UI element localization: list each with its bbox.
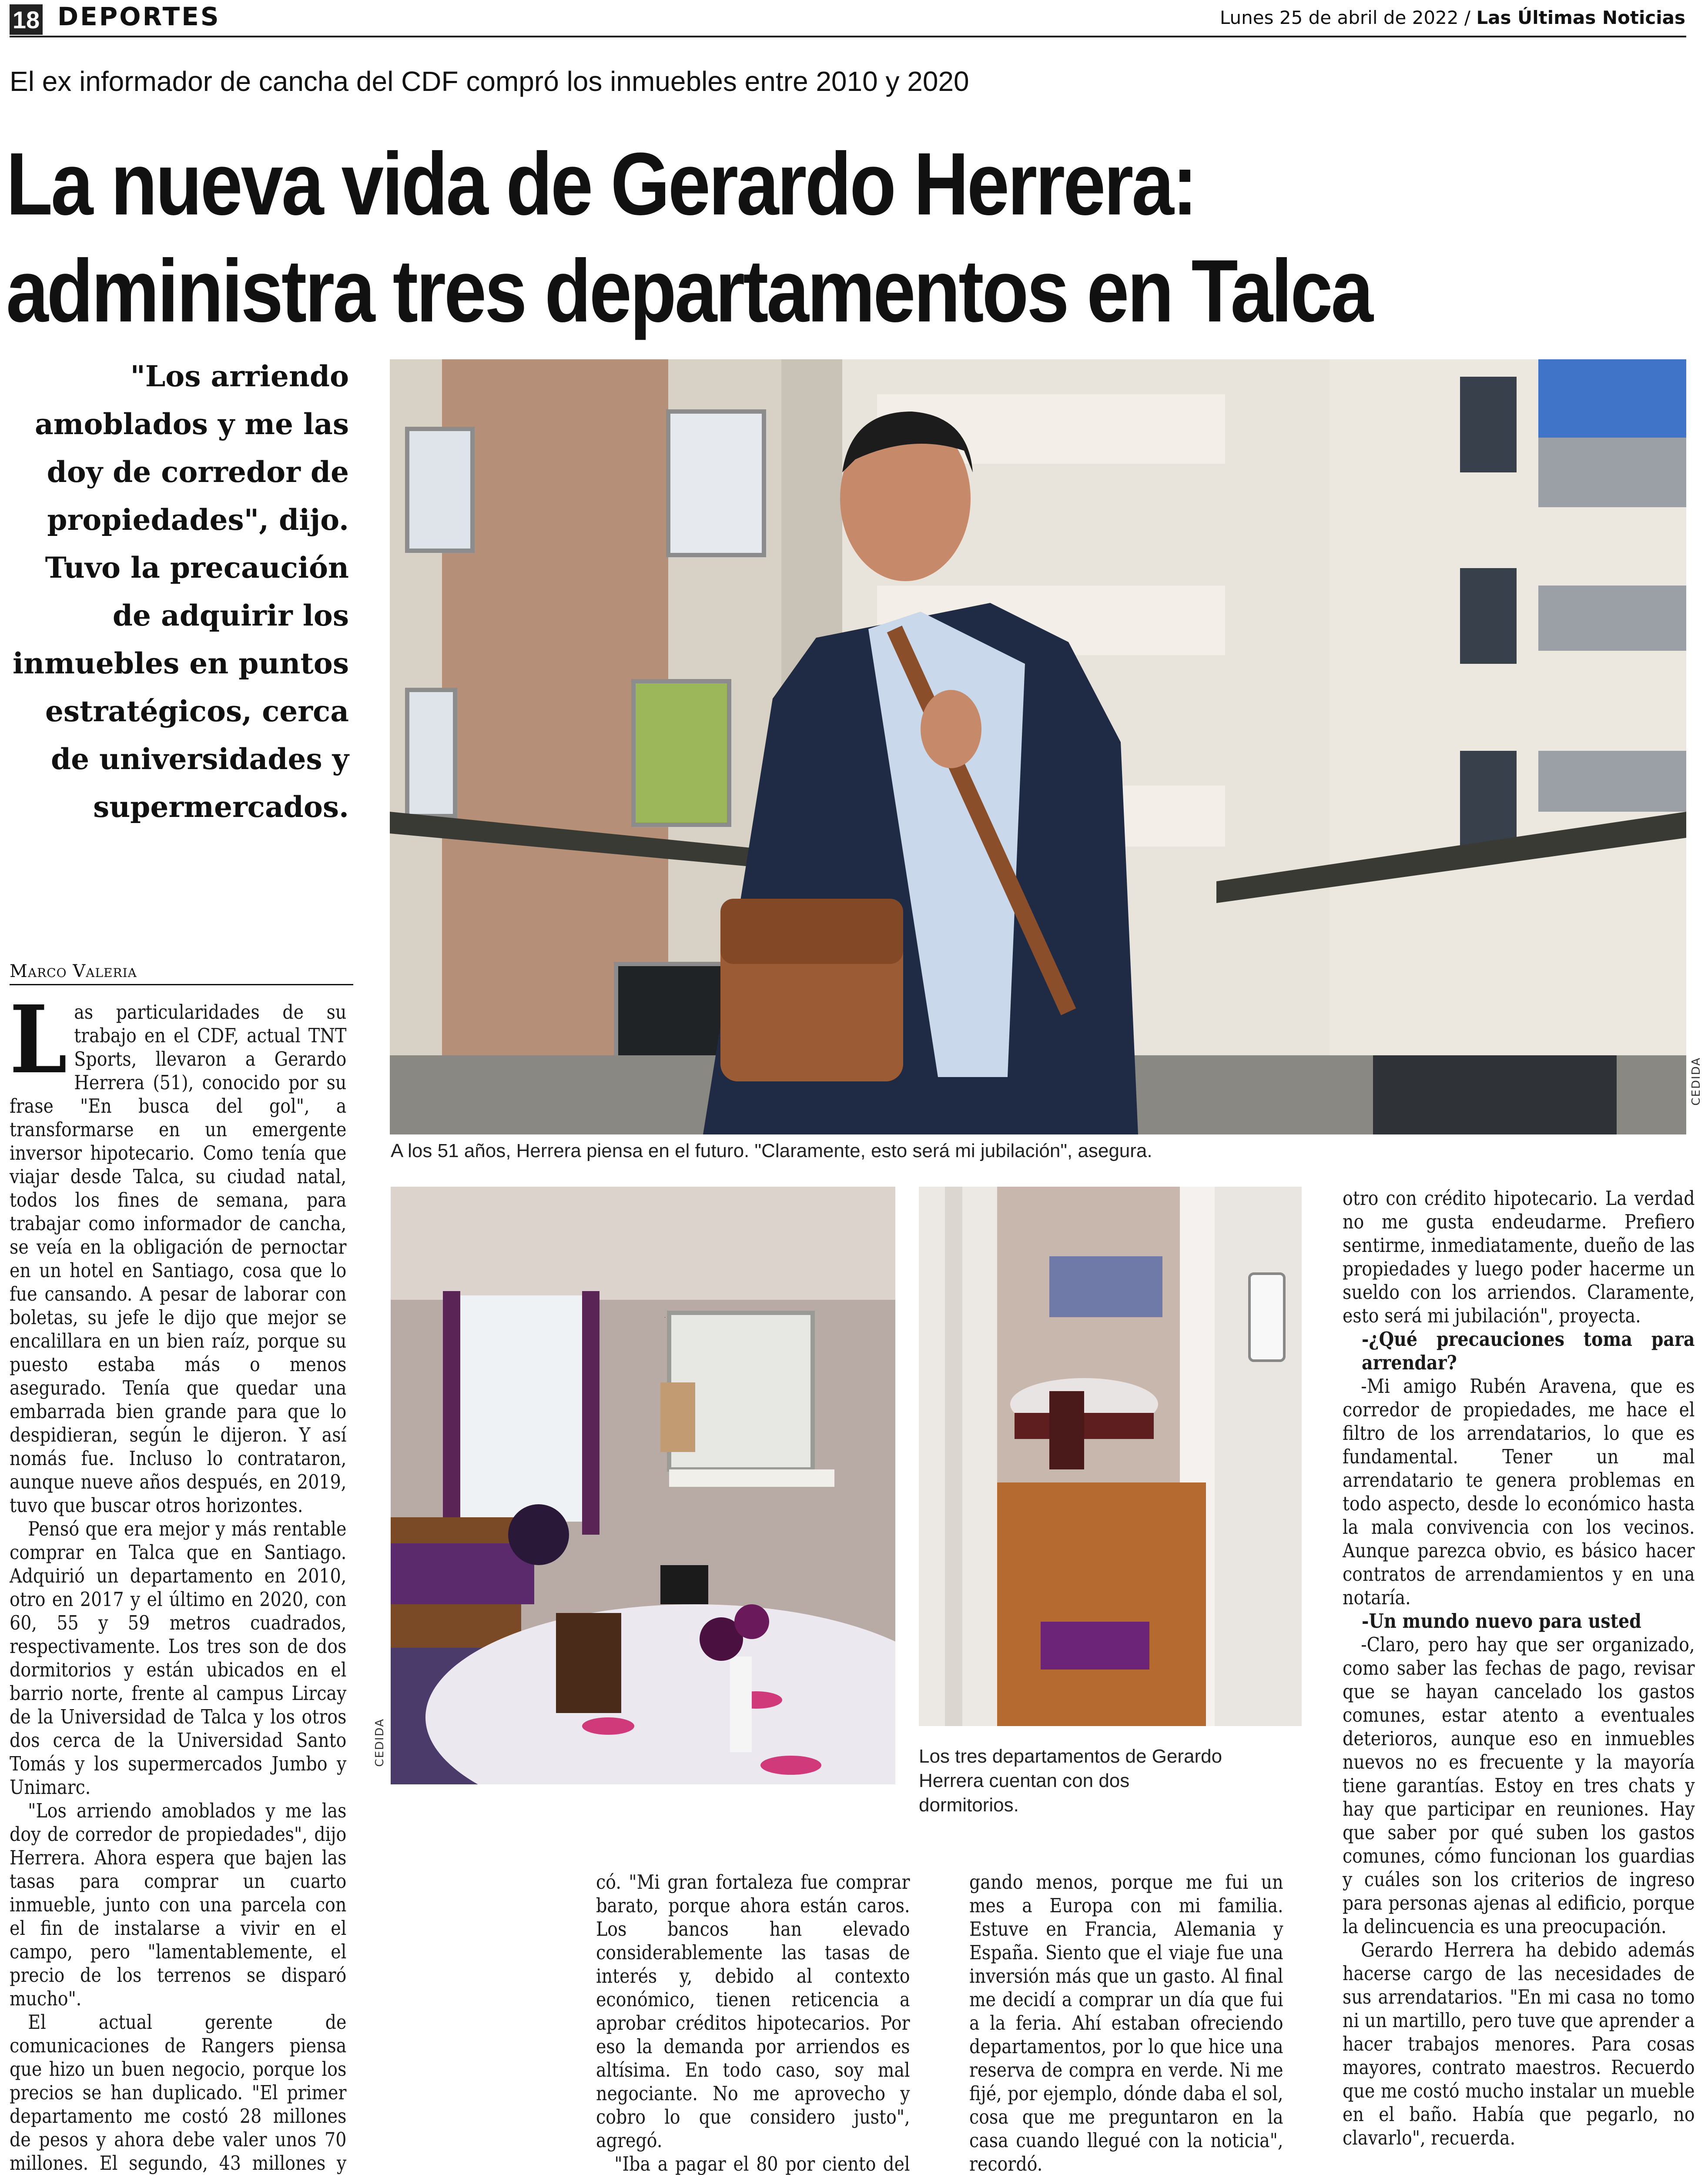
body-paragraph: El actual gerente de comunicaciones de Rangers piensa que hizo un buen negocio, porque los precios se han duplicado. "El primer departamento me costó 28 millones de pesos y ahora debe valer unos 70 millones. El segundo, 43 millones y	[10, 2011, 347, 2175]
main-photo-credit: CEDIDA	[1690, 1057, 1703, 1106]
kicker: El ex informador de cancha del CDF compró los inmuebles entre 2010 y 2020	[10, 66, 969, 97]
byline: Marco Valeria	[10, 961, 137, 981]
body-paragraph: có. "Mi gran fortaleza fue comprar barato, porque ahora están caros. Los bancos han elevado considerablemente las tasas de interés y, debido al contexto económico, tienen reticencia a aprobar créditos hipotecarios. Por eso la demanda por arriendos es altísima. En todo caso, soy mal negociante. No me aprovecho y cobro lo que considero justo", agregó.	[596, 1870, 910, 2152]
living-room-photo	[391, 1187, 895, 1784]
body-paragraph: Pensó que era mejor y más rentable comprar en Talca que en Santiago. Adquirió un departamento en 2010, otro en 2017 y el último en 2020, con 60, 55 y 59 metros cuadrados, respectivamente. Los tres son de dos dormitorios y están ubicados en el barrio norte, frente al campus Lircay de la Universidad de Talca y los otros dos cerca de la Universidad Santo Tomás y los supermercados Jumbo y Unimarc.	[10, 1517, 347, 1799]
issue-date: Lunes 25 de abril de 2022 /	[1219, 7, 1471, 28]
photo-man-with-satchel	[390, 359, 1686, 1134]
body-paragraph: otro con crédito hipotecario. La verdad no me gusta endeudarme. Prefiero sentirme, inmediatamente, dueño de las propiedades y luego poder hacerme un sueldo con los arriendos. Claramente, esto será mi jubilación", proyecta.	[1343, 1187, 1695, 1327]
body-column-2	[596, 1870, 910, 2175]
publication-name: Las Últimas Noticias	[1476, 7, 1685, 28]
header-rule	[10, 36, 1686, 37]
body-column-1	[10, 985, 347, 2175]
apartments-caption: Los tres departamentos de Gerardo Herrera cuentan con dos dormitorios.	[919, 1746, 1222, 1816]
interview-answer: -Mi amigo Rubén Aravena, que es corredor de propiedades, me hace el filtro de los arrendatarios, lo que es fundamental. Tener un mal arrendatario te genera problemas en todo aspecto, desde lo económico hasta la mala convivencia con los vecinos. Aunque parezca obvio, es básico hacer contratos de arrendamientos y en una notaría.	[1343, 1375, 1695, 1609]
section-label: DEPORTES	[57, 2, 221, 31]
photo-hallway-dining	[919, 1187, 1302, 1726]
headline	[6, 130, 1465, 345]
dateline	[1220, 3, 1685, 32]
body-column-4	[1343, 1187, 1695, 2150]
main-photo	[390, 359, 1686, 1134]
hallway-photo	[919, 1187, 1302, 1726]
photo-living-room	[391, 1187, 895, 1784]
headline-line-1: La nueva vida de Gerardo Herrera:	[6, 134, 1196, 234]
interview-answer: -Claro, pero hay que ser organizado, como saber las fechas de pago, revisar que se hayan cancelado los gastos comunes, estar atento a eventuales deterioros, aunque eso en inmuebles nuevos no es frecuente y la mayoría tiene garantías. Estoy en tres chats y hay que participar en reuniones. Hay que saber por qué suben los gastos comunes, cómo funcionan los guardias y cuáles son los criterios de ingreso para personas ajenas al edificio, porque la delincuencia es una preocupación.	[1343, 1633, 1695, 1938]
page-number: 18	[10, 4, 43, 35]
body-paragraph: as particularidades de su trabajo en el CDF, actual TNT Sports, llevaron a Gerardo Herrera (51), conocido por su frase "En busca del gol", a transformarse en un emergente inversor hipotecario. Como tenía que viajar desde Talca, su ciudad natal, todos los fines de semana, para trabajar como informador de cancha, se veía en la obligación de pernoctar en un hotel en Santiago, cosa que lo fue cansando. A pesar de laborar con boletas, su jefe le dijo que mejor se encalillara en un bien raíz, porque su puesto estaba más o menos asegurado. Tenía que quedar una embarrada bien grande para que lo despidieran, según le dijeron. Y así nomás fue. Incluso lo contrataron, aunque nueve años después, en 2019, tuvo que buscar otros horizontes.	[10, 1000, 347, 1517]
headline-line-2: administra tres departamentos en Talca	[6, 241, 1372, 341]
body-paragraph: gando menos, porque me fui un mes a Europa con mi familia. Estuve en Francia, Alemania y España. Siento que el viaje fue una inversión más que un gasto. Al final me decidí a comprar un día que fui a la feria. Ahí estaban ofreciendo departamentos, por lo que hice una reserva de compra en verde. Ni me fijé, por ejemplo, dónde daba el sol, cosa que me preguntaron en la casa cuando llegué con la noticia", recordó.	[969, 1870, 1283, 2175]
interview-question: -¿Qué precauciones toma para arrendar?	[1362, 1328, 1695, 1374]
body-column-3	[969, 1870, 1283, 2175]
pull-quote: "Los arriendo amoblados y me las doy de corredor de propiedades", dijo. Tuvo la precaución de adquirir los inmuebles en puntos estratégicos, cerca de universidades y supermercados.	[13, 359, 349, 824]
body-paragraph: "Iba a pagar el 80 por ciento del	[614, 2152, 910, 2175]
body-paragraph: Gerardo Herrera ha debido además hacerse cargo de las necesidades de sus arrendatarios. "En mi casa no tomo ni un martillo, pero tuve que aprender a hacer trabajos menores. Para cosas mayores, contrato maestros. Recuerdo que me costó mucho instalar un mueble en el baño. Había que pegarlo, no clavarlo", recuerda.	[1343, 1938, 1695, 2149]
interview-question: -Un mundo nuevo para usted	[1362, 1610, 1641, 1633]
main-photo-caption: A los 51 años, Herrera piensa en el futuro. "Claramente, esto será mi jubilación", asegura.	[391, 1140, 1152, 1161]
body-paragraph: "Los arriendo amoblados y me las doy de corredor de propiedades", dijo Herrera. Ahora espera que bajen las tasas para comprar un cuarto inmueble, junto con una parcela con el fin de instalarse a vivir en el campo, pero "lamentablemente, el precio de los terrenos se disparó mucho".	[10, 1799, 347, 2010]
living-room-photo-credit: CEDIDA	[373, 1718, 386, 1767]
drop-cap: L	[10, 985, 67, 1094]
